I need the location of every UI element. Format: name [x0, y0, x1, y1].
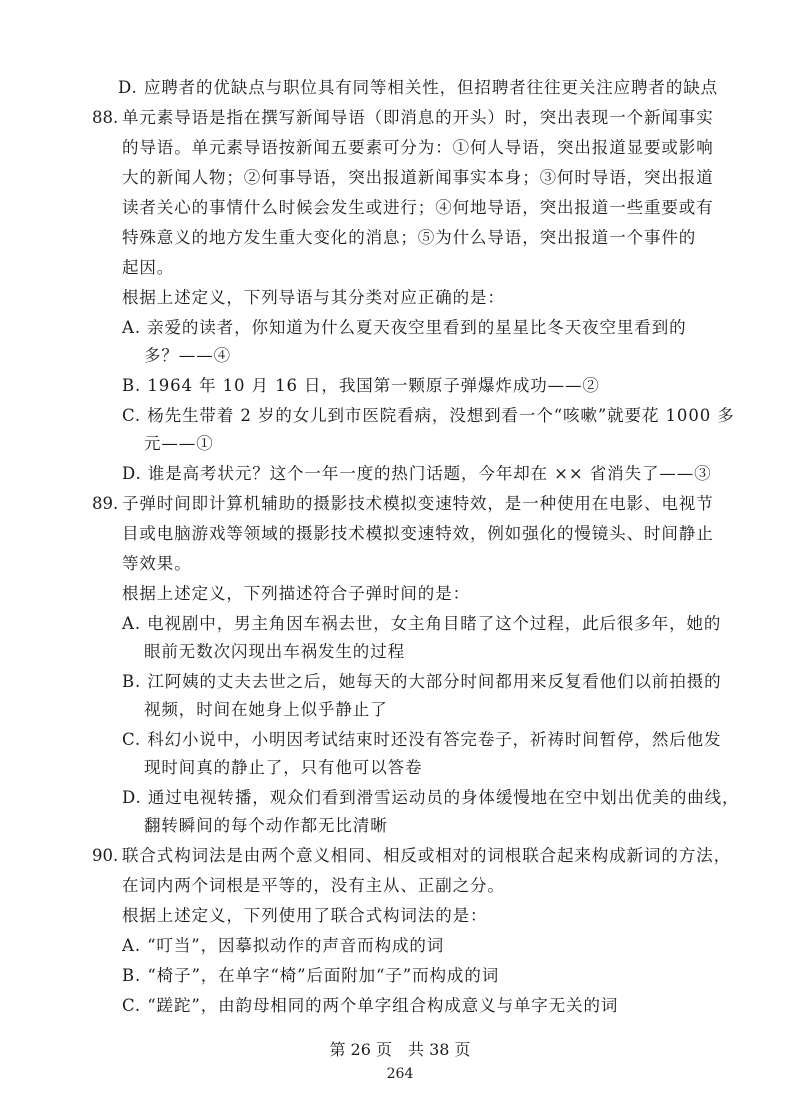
question-88-option-a: A. 亲爱的读者，你知道为什么夏天夜空里看到的星星比冬天夜空里看到的 — [122, 318, 687, 337]
question-90-prompt: 根据上述定义，下列使用了联合式构词法的是： — [122, 906, 488, 925]
question-89-prompt: 根据上述定义，下列描述符合子弹时间的是： — [122, 584, 470, 603]
question-88-option-d: D. 谁是高考状元？这个一年一度的热门话题，今年却在 ×× 省消失了——③ — [122, 464, 712, 483]
question-88-option-b: B. 1964 年 10 月 16 日，我国第一颗原子弹爆炸成功——② — [122, 376, 600, 395]
page-info: 第 26 页 共 38 页 — [329, 1040, 471, 1059]
question-90-option-b: B. “椅子”，在单字“椅”后面附加“子”而构成的词 — [122, 966, 500, 985]
question-88-text-line: 的导语。单元素导语按新闻五要素可分为：①何人导语，突出报道显要或影响 — [122, 138, 714, 157]
question-89-option-c-cont: 现时间真的静止了，只有他可以答卷 — [144, 758, 423, 777]
question-88-text-line: 大的新闻人物；②何事导语，突出报道新闻事实本身；③何时导语，突出报道 — [122, 168, 714, 187]
question-89-option-b-cont: 视频，时间在她身上似乎静止了 — [144, 700, 388, 719]
question-89-option-a: A. 电视剧中，男主角因车祸去世，女主角目睹了这个过程，此后很多年，她的 — [122, 614, 722, 633]
question-89-option-d-cont: 翻转瞬间的每个动作都无比清晰 — [144, 816, 388, 835]
question-88-option-c-cont: 元——① — [144, 434, 214, 453]
question-89-text-line: 等效果。 — [122, 554, 192, 573]
question-89-option-b: B. 江阿姨的丈夫去世之后，她每天的大部分时间都用来反复看他们以前拍摄的 — [122, 672, 722, 691]
question-90-number: 90. — [92, 846, 119, 865]
question-88-text-line: 起因。 — [122, 258, 175, 277]
question-88-number: 88. — [92, 108, 119, 127]
question-89-number: 89. — [92, 494, 119, 513]
question-89-option-a-cont: 眼前无数次闪现出车祸发生的过程 — [144, 642, 405, 661]
question-89-option-d: D. 通过电视转播，观众们看到滑雪运动员的身体缓慢地在空中划出优美的曲线， — [122, 788, 740, 807]
question-90-text-line: 联合式构词法是由两个意义相同、相反或相对的词根联合起来构成新词的方法， — [122, 846, 731, 865]
question-90-text-line: 在词内两个词根是平等的，没有主从、正副之分。 — [122, 876, 505, 895]
question-88-text-line: 特殊意义的地方发生重大变化的消息；⑤为什么导语，突出报道一个事件的 — [122, 228, 697, 247]
question-88-option-c: C. 杨先生带着 2 岁的女儿到市医院看病，没想到看一个“咳嗽”就要花 1000 多 — [122, 406, 735, 425]
question-89-text-line: 子弹时间即计算机辅助的摄影技术模拟变速特效，是一种使用在电影、电视节 — [122, 494, 714, 513]
question-90-option-a: A. “叮当”，因摹拟动作的声音而构成的词 — [122, 936, 445, 955]
question-88-option-a-cont: 多？——④ — [144, 346, 231, 365]
question-88-prompt: 根据上述定义，下列导语与其分类对应正确的是： — [122, 288, 505, 307]
option-d-q87: D. 应聘者的优缺点与职位具有同等相关性，但招聘者往往更关注应聘者的缺点 — [118, 78, 719, 97]
question-89-option-c: C. 科幻小说中，小明因考试结束时还没有答完卷子，祈祷时间暂停，然后他发 — [122, 730, 722, 749]
question-88-text-line: 单元素导语是指在撰写新闻导语（即消息的开头）时，突出表现一个新闻事实 — [122, 108, 714, 127]
page-number: 264 — [386, 1066, 414, 1082]
question-88-text-line: 读者关心的事情什么时候会发生或进行；④何地导语，突出报道一些重要或有 — [122, 198, 714, 217]
question-89-text-line: 目或电脑游戏等领域的摄影技术模拟变速特效，例如强化的慢镜头、时间静止 — [122, 524, 714, 543]
question-90-option-c: C. “蹉跎”，由韵母相同的两个单字组合构成意义与单字无关的词 — [122, 996, 619, 1015]
